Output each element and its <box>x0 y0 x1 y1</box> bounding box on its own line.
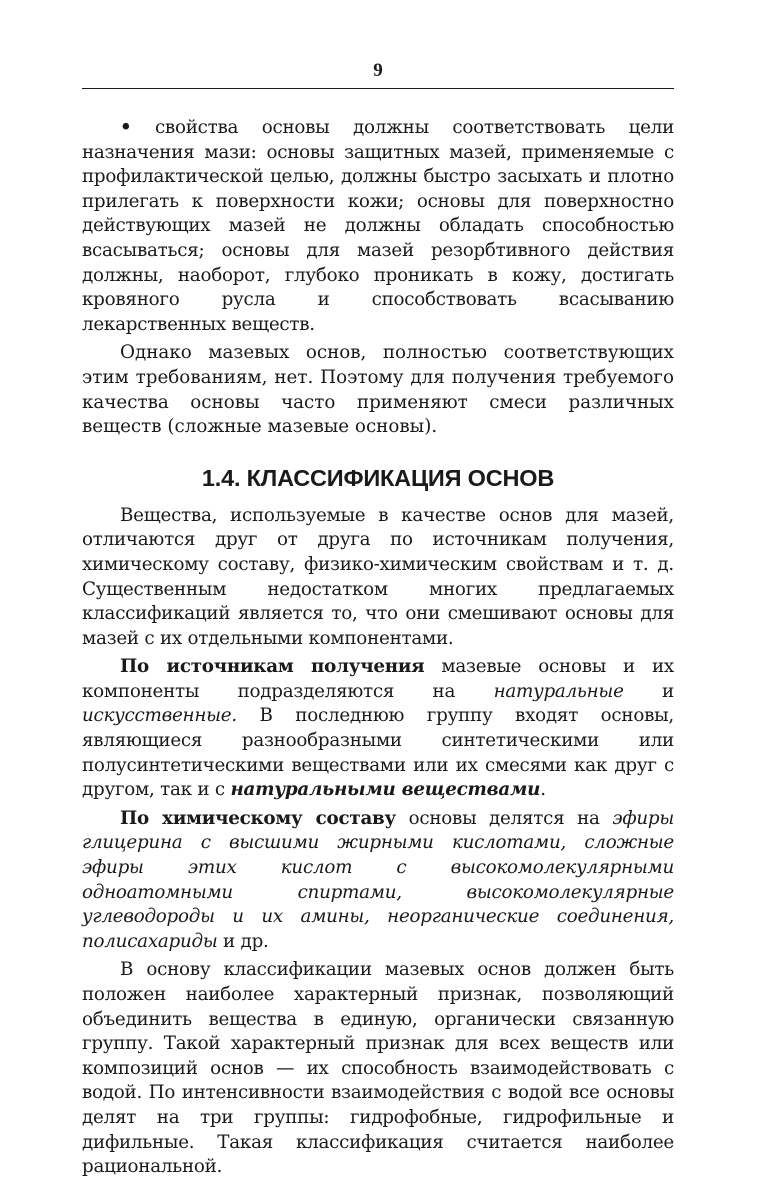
term-natural-substances: натуральными веществами <box>230 779 541 801</box>
paragraph-classification-intro: Вещества, используемые в качестве основ для мазей, отличаются друг от друга по источникам получения, химическому составу, физико-химическим свойствам и т. д. Существенным недостатком многих предлагаемых классификаций является то, что они смешивают основы для мазей с их отдельными компонентами. <box>82 504 674 649</box>
section-heading: 1.4. КЛАССИФИКАЦИЯ ОСНОВ <box>201 464 555 491</box>
bullet-text: свойства основы должны соответствовать цели назначения мази: основы защитных мазей, применяемые с профилактической целью, должны быстро засыхать и плотно прилегать к поверхности кожи; основы для поверхностно действующих мазей не должны обладать способностью всасываться; основы для мазей резорбтивного действия должны, наоборот, глубоко проникать в кожу, достигать кровяного русла и способствовать всасыванию лекарственных веществ. <box>82 117 674 335</box>
paragraph-by-composition <box>82 807 674 955</box>
paragraph-by-source <box>82 655 674 803</box>
term-natural: натуральные <box>493 680 624 702</box>
bullet-dot: • <box>120 117 132 138</box>
term-artificial: искусственные. <box>82 705 237 727</box>
term-by-source: По источникам получения <box>120 656 425 678</box>
header-rule <box>82 88 674 89</box>
bullet-item <box>82 116 674 337</box>
paragraph-water-interaction: В основу классификации мазевых основ должен быть положен наиболее характерный признак, позволяющий объединить вещества в единую, органически связанную группу. Такой характерный признак для всех веществ или композиций основ — их способность взаимодействовать с водой. По интенсивности взаимодействия с водой все основы делят на три группы: гидрофобные, гидрофильные и дифильные. Такая классификация считается наиболее рациональной. <box>82 959 674 1178</box>
text-segment: В последнюю группу входят основы, являющиеся разнообразными синтетическими или полусинтетическими веществами или их смесями как друг с другом, так и с <box>82 705 674 801</box>
text-segment: мазевые основы и их компоненты подразделяются на <box>82 656 674 702</box>
text-segment: основы делятся на <box>395 807 613 829</box>
text-segment: и <box>623 680 674 702</box>
text-segment: . <box>540 779 546 801</box>
term-by-composition: По химическому составу <box>120 807 396 829</box>
text-segment: и др. <box>217 930 269 952</box>
page-body <box>82 116 674 1180</box>
term-composition-list: эфиры глицерина с высшими жирными кислотами, сложные эфиры этих кислот с высокомолекулярными одноатомными спиртами, высокомолекулярные углеводороды и их амины, неорганические соединения, полисахариды <box>82 807 674 952</box>
paragraph-complex-bases: Однако мазевых основ, полностью соответствующих этим требованиям, нет. Поэтому для получения требуемого качества основы часто применяют смеси различных веществ (сложные мазевые основы). <box>82 342 674 438</box>
page-number: 9 <box>373 60 383 81</box>
